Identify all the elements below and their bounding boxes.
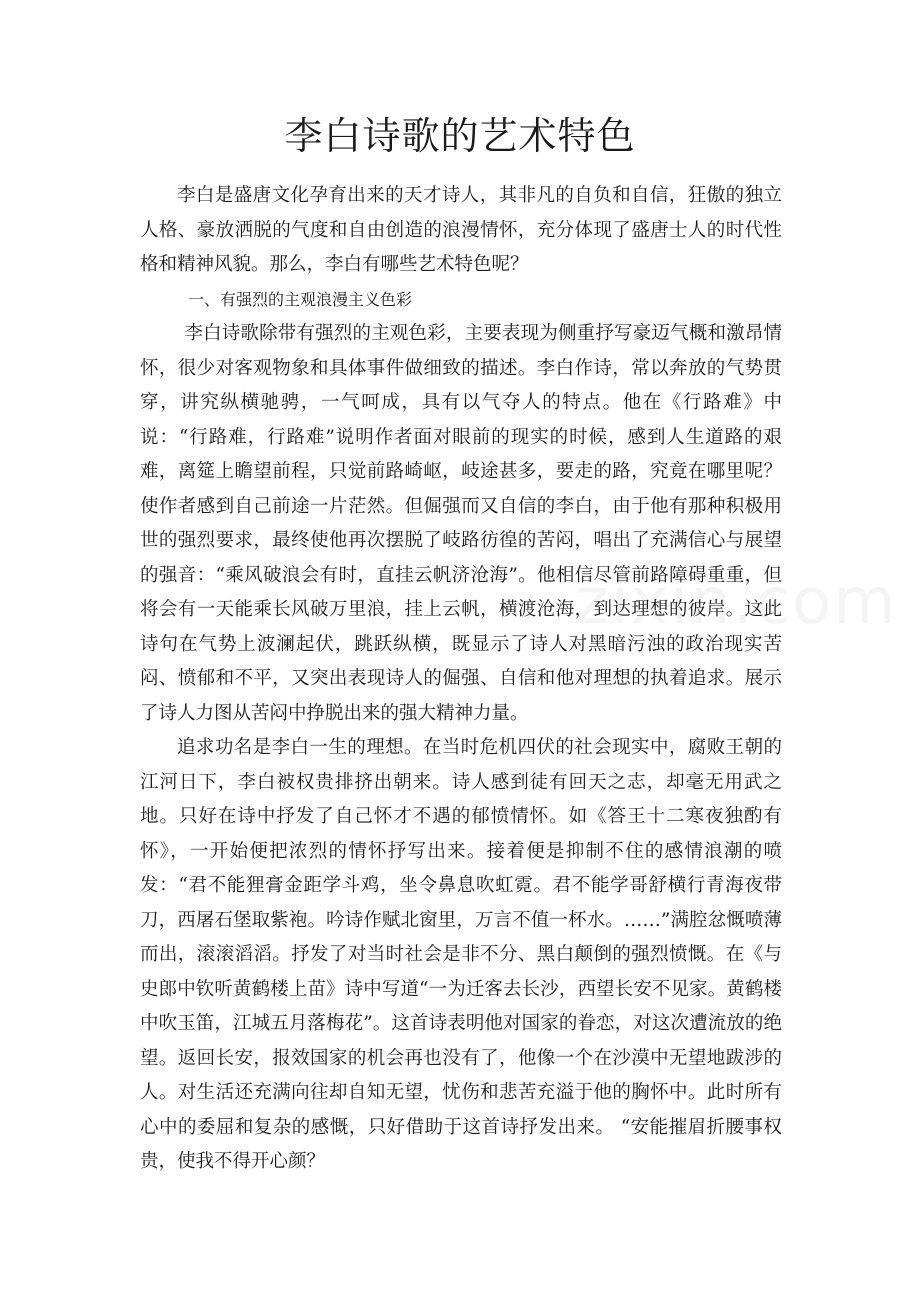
body-paragraph: 李白诗歌除带有强烈的主观色彩，主要表现为侧重抒写豪迈气概和激昂情怀，很少对客观物象和具体事件做细致的描述。李白作诗，常以奔放的气势贯穿，讲究纵横驰骋，一气呵成，具有以气夺人的特点。他在《行路难》中说：“行路难，行路难”说明作者面对眼前的现实的时候，感到人生道路的艰难，离筵上瞻望前程，只觉前路崎岖，岐途甚多，要走的路，究竟在哪里呢？使作者感到自己前途一片茫然。但倔强而又自信的李白，由于他有那种积极用世的强烈要求，最终使他再次摆脱了岐路彷徨的苦闷，唱出了充满信心与展望的强音：“乘风破浪会有时，直挂云帆济沧海”。他相信尽管前路障碍重重，但将会有一天能乘长风破万里浪，挂上云帆，横渡沧海，到达理想的彼岸。这此诗句在气势上波澜起伏，跳跃纵横，既显示了诗人对黑暗污浊的政治现实苦闷、愤郁和不平，又突出表现诗人的倔强、自信和他对理想的执着追求。展示了诗人力图从苦闷中挣脱出来的强大精神力量。 — [140, 323, 782, 724]
intro-paragraph: 李白是盛唐文化孕育出来的天才诗人，其非凡的自负和自信，狂傲的独立人格、豪放洒脱的气度和自由创造的浪漫情怀，充分体现了盛唐士人的时代性格和精神风貌。那么，李白有哪些艺术特色呢？ — [140, 185, 782, 275]
section-heading: 一、有强烈的主观浪漫主义色彩 — [188, 289, 413, 309]
document-body — [140, 179, 782, 1180]
document-title: 李白诗歌的艺术特色 — [284, 114, 636, 158]
body-paragraph: 追求功名是李白一生的理想。在当时危机四伏的社会现实中，腐败王朝的江河日下，李白被权贵排挤出朝来。诗人感到徒有回天之志，却毫无用武之地。只好在诗中抒发了自己怀才不遇的郁愤情怀。如《答王十二寒夜独酌有怀》，一开始便把浓烈的情怀抒写出来。接着便是抑制不住的感情浪潮的喷发：“君不能狸膏金距学斗鸡，坐令鼻息吹虹霓。君不能学哥舒横行青海夜带刀，西屠石堡取紫袍。吟诗作赋北窗里，万言不值一杯水。……”满腔忿慨喷薄而出，滚滚滔滔。抒发了对当时社会是非不分、黑白颠倒的强烈愤慨。在《与史郎中钦听黄鹤楼上苗》诗中写道“一为迁客去长沙，西望长安不见家。黄鹤楼中吹玉笛，江城五月落梅花”。这首诗表明他对国家的眷恋，对这次遭流放的绝望。返回长安，报效国家的机会再也没有了，他像一个在沙漠中无望地跋涉的人。对生活还充满向往却自知无望，忧伤和悲苦充溢于他的胸怀中。此时所有心中的委屈和复杂的感慨，只好借助于这首诗抒发出来。 “安能摧眉折腰事权贵，使我不得开心颜？ — [140, 737, 782, 1172]
